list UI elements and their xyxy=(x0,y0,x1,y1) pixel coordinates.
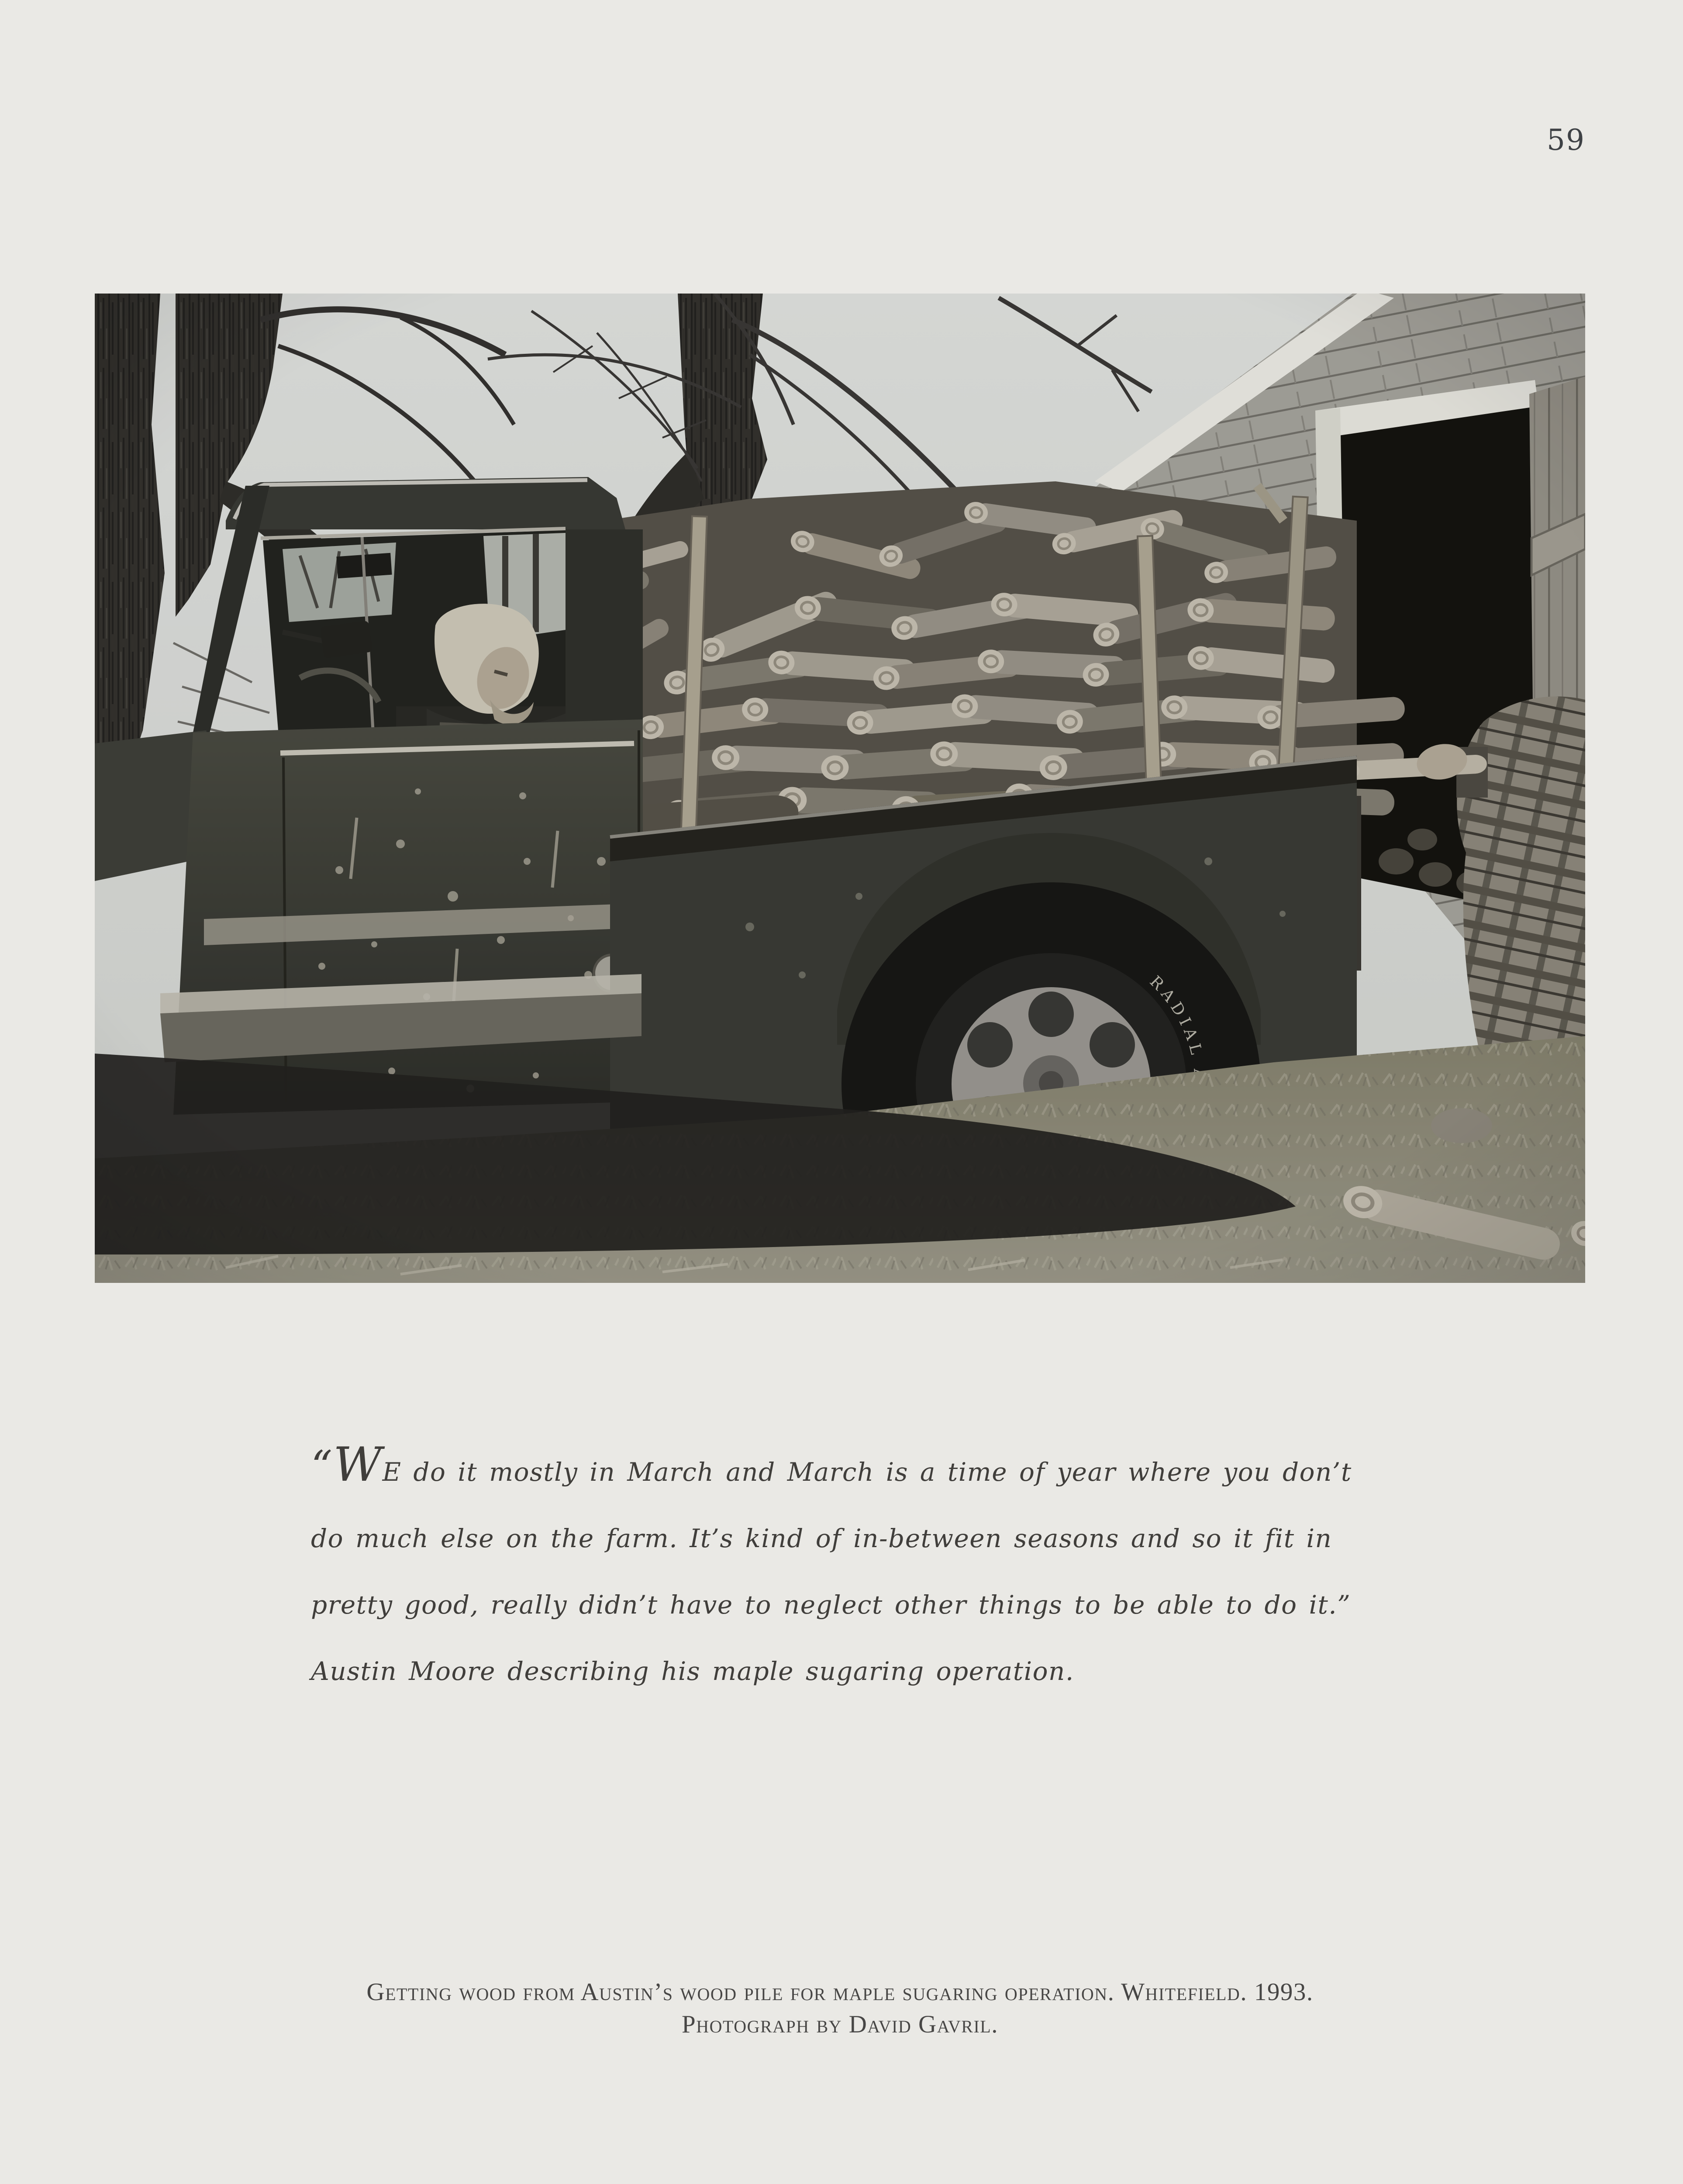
caption-line-1: Getting wood from Austin’s wood pile for maple sugaring operation. Whitefield. 1993. xyxy=(366,1978,1314,2006)
quote-line-3: pretty good, really didn’t have to neglect other things to be able to do it.” xyxy=(311,1590,1351,1620)
quote-line-1 xyxy=(311,1439,1411,1505)
quote-drop-cap: W xyxy=(333,1438,383,1492)
quote-line-4: Austin Moore describing his maple sugaring operation. xyxy=(311,1656,1074,1686)
photo-illustration xyxy=(95,294,1585,1283)
quote-open-mark: “ xyxy=(311,1442,334,1491)
quote-block xyxy=(311,1439,1411,1704)
caption-line-2: Photograph by David Gavril. xyxy=(682,2011,998,2038)
photo-caption xyxy=(95,1976,1585,2041)
film-grain xyxy=(95,294,1585,1283)
quote-line-1-text: E do it mostly in March and March is a time of year where you don’t xyxy=(382,1457,1352,1487)
quote-line-2: do much else on the farm. It’s kind of in-between seasons and so it fit in xyxy=(311,1524,1332,1553)
page-number: 59 xyxy=(1547,123,1585,157)
photograph xyxy=(95,294,1585,1283)
